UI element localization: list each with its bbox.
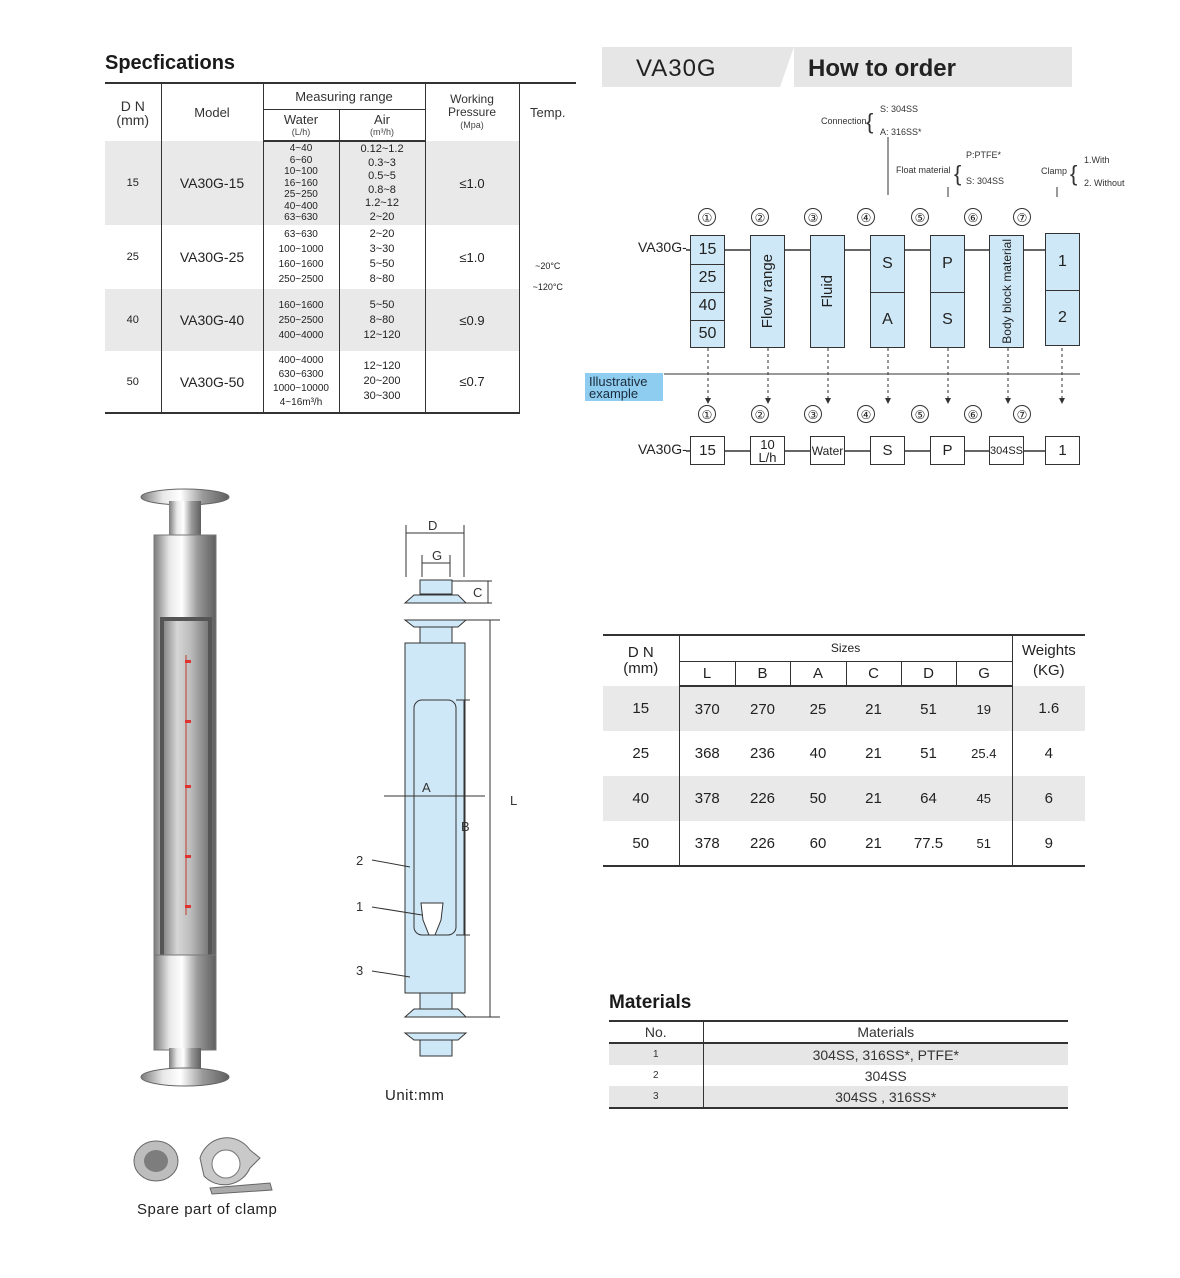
position-number: ③ [804, 405, 822, 423]
example-flow: 10 L/h [750, 436, 785, 465]
unit-label: Unit:mm [385, 1087, 445, 1104]
example-fluid: Water [810, 436, 845, 465]
position-number: ⑤ [911, 208, 929, 226]
dim-c: C [473, 585, 483, 600]
table-row: 25 368 236 40 21 51 25.4 4 [603, 731, 1085, 776]
materials-title: Materials [609, 992, 692, 1013]
svg-text:{: { [1070, 161, 1078, 186]
dim-g: G [432, 548, 443, 563]
part-3: 3 [356, 963, 364, 978]
header-materials: Materials [703, 1021, 1068, 1043]
header-temp: Temp. [519, 83, 576, 141]
float-material-box: P S [930, 235, 965, 348]
specifications-title: Specfications [105, 52, 236, 74]
example-dn: 15 [690, 436, 725, 465]
part-1: 1 [356, 899, 364, 914]
header-model: Model [161, 83, 263, 141]
materials-table [609, 1020, 1068, 1109]
clamp-box: 1 2 [1045, 233, 1080, 346]
specifications-table [105, 82, 576, 414]
position-number: ⑦ [1013, 405, 1031, 423]
example-float: P [930, 436, 965, 465]
header-dn: D N (mm) [603, 635, 679, 686]
flowmeter-photo [130, 485, 240, 1095]
table-row: 15 VA30G-15 4~40 6~60 10~100 16~160 25~250 40~400 63~630 0.12~1.2 0.3~3 0.5~5 0.8~8 1.2~12 2~20 ≤1.0 ~20°C ~120°C [105, 141, 576, 225]
connection-option: A: 316SS* [880, 127, 922, 137]
position-number: ⑤ [911, 405, 929, 423]
table-row: 40 378 226 50 21 64 45 6 [603, 776, 1085, 821]
connection-label: Connection [821, 116, 867, 126]
header-air: Air (m³/h) [339, 109, 425, 141]
technical-drawing [340, 515, 520, 1065]
table-row: 50 378 226 60 21 77.5 51 9 [603, 821, 1085, 866]
position-number: ③ [804, 208, 822, 226]
table-row: 25 VA30G-25 63~630 100~1000 160~1600 250~2500 2~20 3~30 5~50 8~80 ≤1.0 [105, 225, 576, 289]
table-row: 15 370 270 25 21 51 19 1.6 [603, 686, 1085, 731]
clamp-option: 2. Without [1084, 178, 1125, 188]
example-clamp: 1 [1045, 436, 1080, 465]
dim-b: B [461, 819, 470, 834]
header-measuring-range: Measuring range [263, 83, 425, 109]
dim-d: D [428, 518, 438, 533]
example-connection: S [870, 436, 905, 465]
position-number: ② [751, 208, 769, 226]
table-row: 3 304SS , 316SS* [609, 1086, 1068, 1108]
illustrative-example-label: Illustrative example [585, 373, 663, 401]
header-working-pressure: Working Pressure (Mpa) [425, 83, 519, 141]
clamp-label: Clamp [1041, 166, 1068, 176]
spare-clamp-photo [130, 1128, 280, 1198]
spare-part-caption: Spare part of clamp [137, 1201, 278, 1218]
example-prefix: VA30G- [638, 441, 687, 457]
position-number: ① [698, 208, 716, 226]
table-row: 1 304SS, 316SS*, PTFE* [609, 1043, 1068, 1065]
header-water: Water (L/h) [263, 109, 339, 141]
example-body: 304SS [989, 436, 1024, 465]
position-number: ② [751, 405, 769, 423]
float-option: S: 304SS [966, 176, 1005, 186]
connection-box: S A [870, 235, 905, 348]
body-block-box: Body block material [989, 235, 1024, 348]
header-dn: D N (mm) [105, 83, 161, 141]
float-option: P:PTFE* [966, 150, 1002, 160]
connection-option: S: 304SS [880, 104, 919, 114]
dn-option-box: 15 25 40 50 [690, 235, 725, 348]
dim-l: L [510, 793, 518, 808]
order-model: VA30G [636, 55, 717, 82]
float-material-label: Float material [896, 165, 951, 175]
position-number: ④ [857, 405, 875, 423]
order-title: How to order [808, 55, 956, 82]
position-number: ⑥ [964, 208, 982, 226]
sizes-table: D N (mm) Sizes Weights (KG) L B A C D G 15 370 270 25 21 51 19 1.6 25 368 236 40 21 51 25.4 4 40 378 226 50 21 64 45 6 50 378 226 60 21 77.5 51 9 [603, 634, 1085, 867]
dim-a: A [422, 780, 431, 795]
position-number: ⑦ [1013, 208, 1031, 226]
position-number: ① [698, 405, 716, 423]
temp-range: ~20°C ~120°C [532, 261, 563, 292]
part-2: 2 [356, 853, 364, 868]
order-prefix: VA30G- [638, 239, 687, 255]
table-row: 50 VA30G-50 400~4000 630~6300 1000~10000 4~16m³/h 12~120 20~200 30~300 ≤0.7 [105, 351, 576, 413]
svg-text:{: { [954, 161, 962, 186]
position-number: ④ [857, 208, 875, 226]
header-weights: Weights (KG) [1012, 635, 1085, 686]
header-no: No. [609, 1021, 703, 1043]
clamp-option: 1.With [1084, 155, 1110, 165]
table-row: 2 304SS [609, 1065, 1068, 1086]
flow-range-box: Flow range [750, 235, 785, 348]
header-sizes: Sizes [679, 635, 1012, 661]
svg-text:{: { [866, 109, 874, 134]
position-number: ⑥ [964, 405, 982, 423]
fluid-box: Fluid [810, 235, 845, 348]
table-row: 40 VA30G-40 160~1600 250~2500 400~4000 5~50 8~80 12~120 ≤0.9 [105, 289, 576, 351]
